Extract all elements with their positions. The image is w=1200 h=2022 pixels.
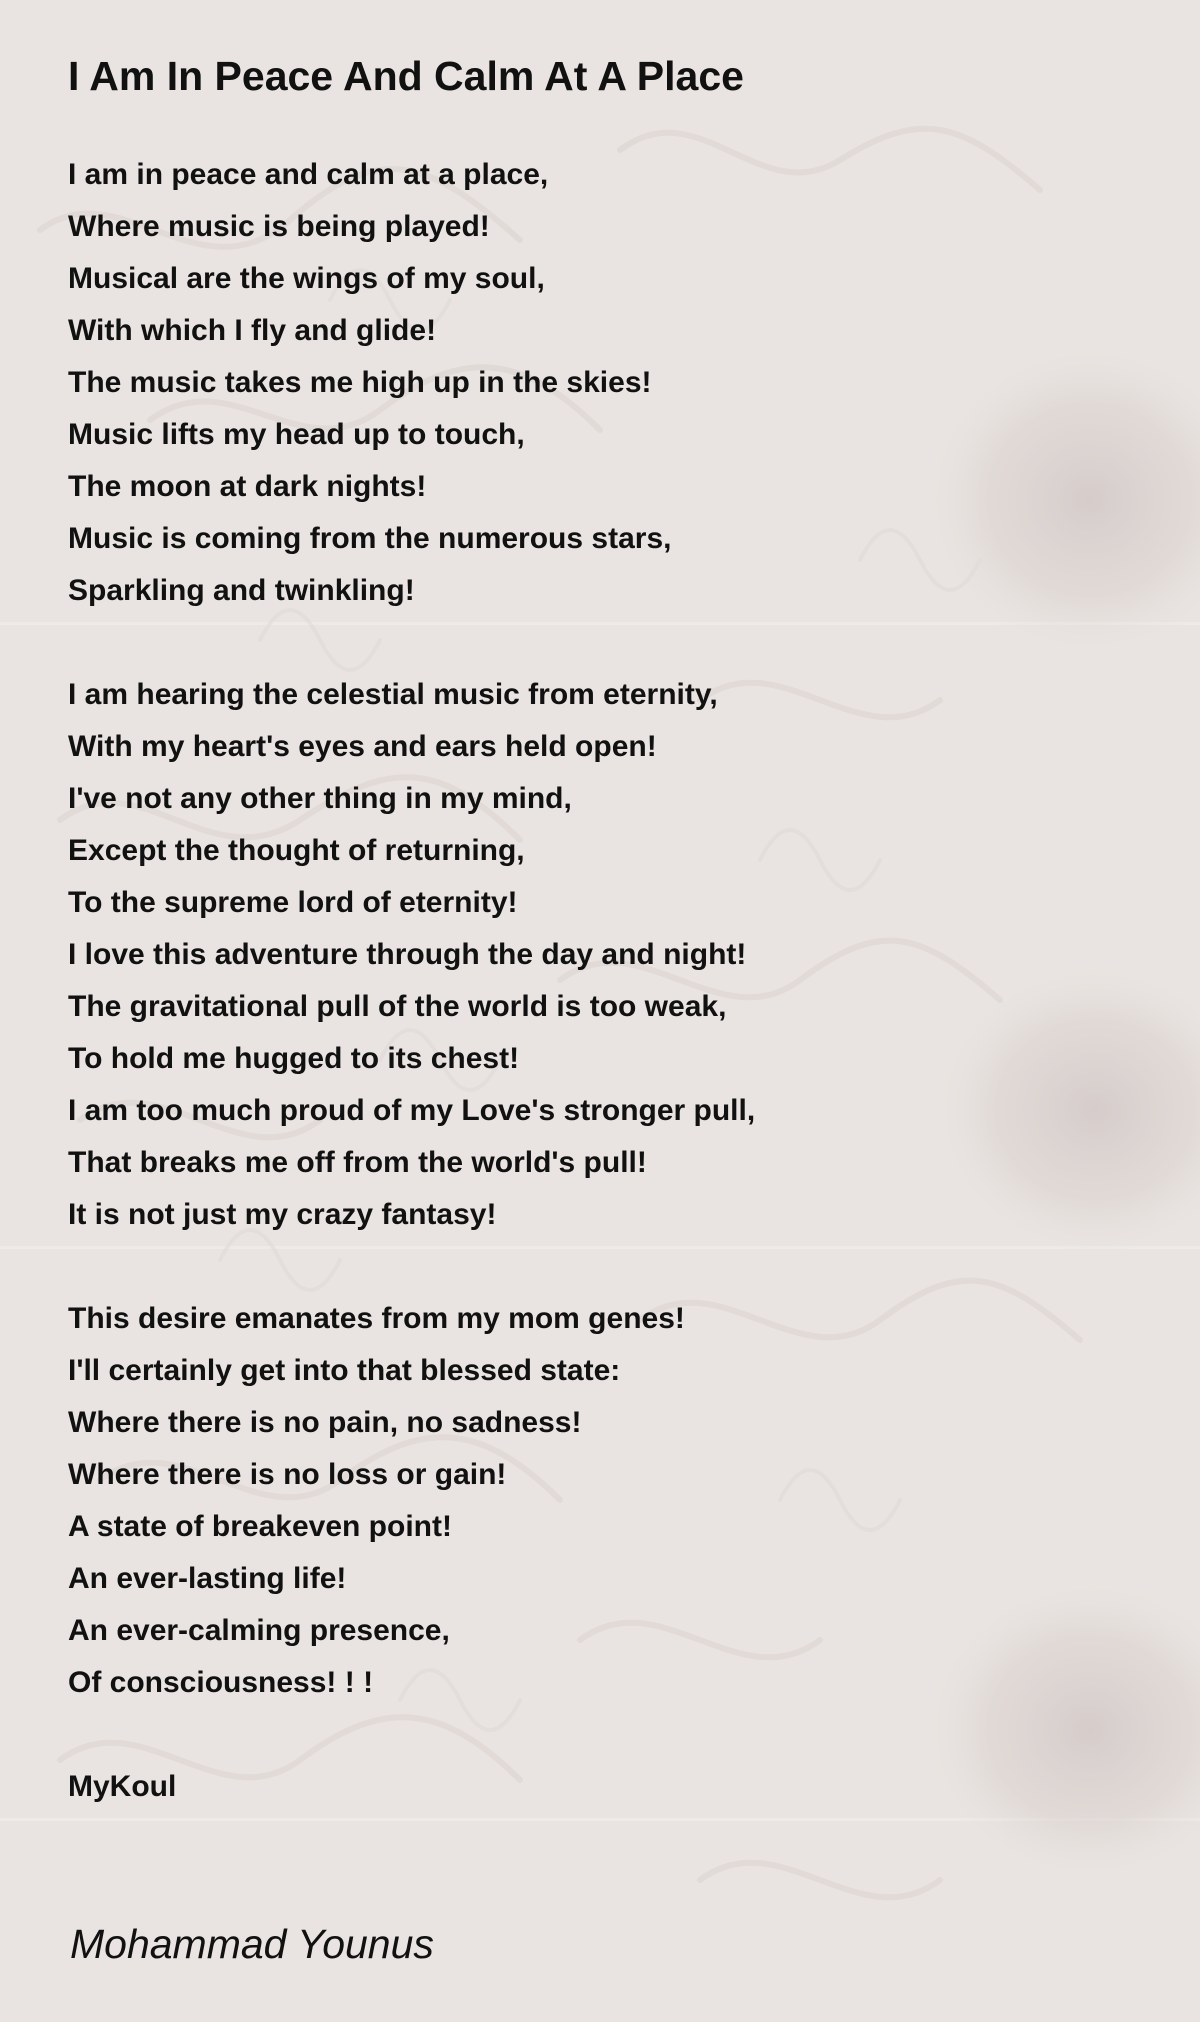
poem-line: Musical are the wings of my soul,	[68, 262, 545, 295]
poem-line: I am hearing the celestial music from eternity,	[68, 678, 718, 711]
poem-line: Sparkling and twinkling!	[68, 574, 415, 607]
poem-line: I'll certainly get into that blessed state:	[68, 1354, 621, 1387]
stanza-gap	[68, 617, 1128, 669]
poem-line: That breaks me off from the world's pull!	[68, 1146, 647, 1179]
stanza-gap	[68, 1709, 1128, 1761]
poem-line: An ever-calming presence,	[68, 1614, 450, 1647]
poem-line: A state of breakeven point!	[68, 1510, 452, 1543]
stanza-3	[68, 1293, 1128, 1709]
poem-line: Music is coming from the numerous stars,	[68, 522, 672, 555]
poem-line: It is not just my crazy fantasy!	[68, 1198, 497, 1231]
author-name: Mohammad Younus	[70, 1921, 434, 1967]
poem-line: Where there is no loss or gain!	[68, 1458, 507, 1491]
poem-line: An ever-lasting life!	[68, 1562, 347, 1595]
stanza-4	[68, 1761, 1128, 1813]
poem-line: To the supreme lord of eternity!	[68, 886, 518, 919]
poem-line: I am too much proud of my Love's stronger pull,	[68, 1094, 756, 1127]
stanza-1	[68, 149, 1128, 617]
poem-line: Of consciousness! ! !	[68, 1666, 374, 1699]
poem-line: Except the thought of returning,	[68, 834, 525, 867]
poem-line: Music lifts my head up to touch,	[68, 418, 525, 451]
poem-line: To hold me hugged to its chest!	[68, 1042, 520, 1075]
poem-line: The gravitational pull of the world is too weak,	[68, 990, 727, 1023]
stanza-gap	[68, 1241, 1128, 1293]
poem-line: This desire emanates from my mom genes!	[68, 1302, 685, 1335]
poem-body	[68, 149, 1128, 1813]
poem-line: With which I fly and glide!	[68, 314, 437, 347]
poem-line: I am in peace and calm at a place,	[68, 158, 549, 191]
poem-line: The music takes me high up in the skies!	[68, 366, 652, 399]
poem-line: With my heart's eyes and ears held open!	[68, 730, 657, 763]
poem-line: Where there is no pain, no sadness!	[68, 1406, 582, 1439]
poem-line: The moon at dark nights!	[68, 470, 427, 503]
poem-title: I Am In Peace And Calm At A Place	[68, 53, 744, 99]
poem-line: I've not any other thing in my mind,	[68, 782, 572, 815]
poem-signature: MyKoul	[68, 1770, 177, 1803]
stanza-2	[68, 669, 1128, 1241]
poem-line: I love this adventure through the day and night!	[68, 938, 747, 971]
poem-line: Where music is being played!	[68, 210, 490, 243]
